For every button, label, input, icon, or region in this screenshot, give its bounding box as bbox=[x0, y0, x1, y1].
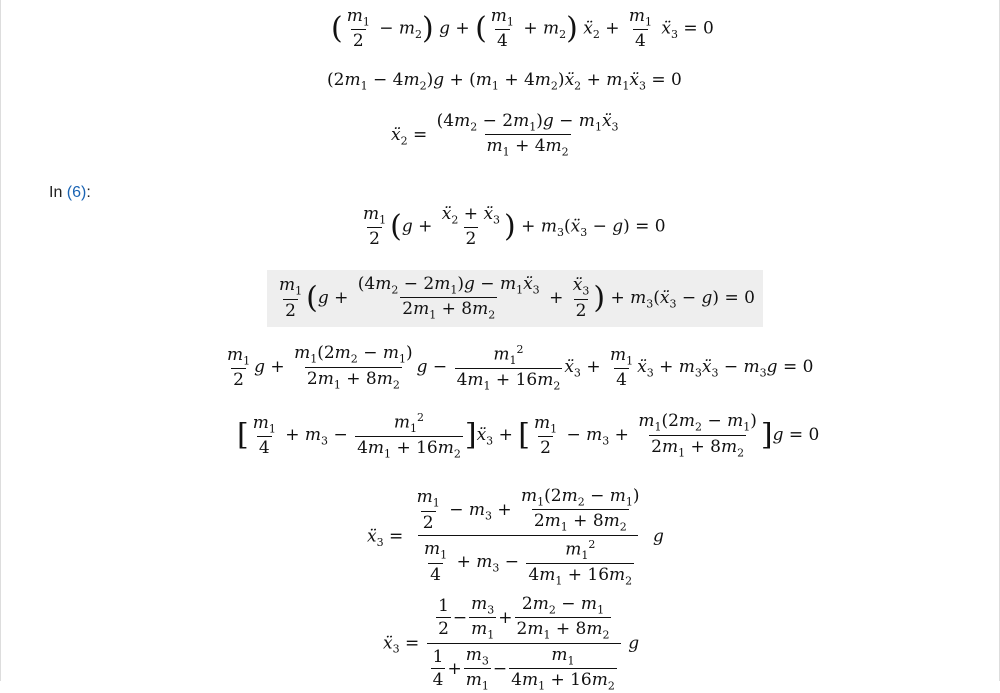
equation-3: ẍ$_2$ = $\frac{(4m_2 - 2m_1)g - m_1ẍ_3}{m_1 + 4m_2}$ bbox=[391, 111, 619, 159]
equation-8: ẍ$_3$ = $\frac{m_1}{2}$ − $m_3$ + $\frac{m_1(2m_2 - m_1)}{2m_1 + 8m_2}$ $\frac{m_1}{4}$ + $m_3$ − $\frac{m_1^2}{4m_1 + 16m_2}$ g bbox=[367, 486, 664, 588]
equation-7: [ $\frac{m_1}{4}$ + $m_3$ − $\frac{m_1^2}{4m_1 + 16m_2}$ ]ẍ$_3$ + [ $\frac{m_1}{2}$ − $m_3$ + $\frac{m_1(2m_2 - m_1)}{2m_1 + 8m_2}$ ]g = 0 bbox=[237, 411, 820, 461]
equation-1: ( $\frac{m_1}{2}$ − $m_2$) g + ( $\frac{m_1}{4}$ + $m_2$) ẍ$_2$ + $\frac{m_1}{4}$ ẍ$_3$ = 0 bbox=[331, 6, 714, 52]
equation-2: $(2m_1 - 4m_2)g + (m_1$ + $4m_2)ẍ_2$ + $m_1ẍ_3 = 0$ bbox=[327, 70, 682, 93]
equation-4: $\frac{m_1}{2}$ (g + $\frac{ẍ_2 + ẍ_3}{2}$ ) + $m_3(ẍ_3 - g) = 0$ bbox=[363, 204, 666, 250]
equation-5: $\frac{m_1}{2}$ (g + $\frac{(4m_2 - 2m_1)g - m_1ẍ_3}{2m_1 + 8m_2}$ + $\frac{ẍ_3}{2}$ ) + $m_3(ẍ_3 - g) = 0$ bbox=[267, 270, 763, 327]
in-reference-label bbox=[49, 184, 91, 202]
equation-6-link[interactable]: (6) bbox=[66, 184, 87, 201]
equation-6: $\frac{m_1}{2}$ g + $\frac{m_1(2m_2 - m_1)}{2m_1 + 8m_2}$ g − $\frac{m_1^2}{4m_1 + 16m_2}$ ẍ$_3$ + $\frac{m_1}{4}$ ẍ$_3$ + $m_3ẍ_3 - m_3g = 0$ bbox=[227, 343, 814, 393]
in-prefix: In bbox=[49, 184, 67, 201]
equation-9: ẍ$_3$ = $\frac{1}{2}$ − $\frac{m_3}{m_1}$ + $\frac{2m_2 - m_1}{2m_1 + 8m_2}$ $\frac{1}{4}$ + $\frac{m_3}{m_1}$ − $\frac{m_1}{4m_1 + 16m_2}$ g bbox=[383, 594, 640, 693]
in-suffix: : bbox=[86, 184, 91, 201]
